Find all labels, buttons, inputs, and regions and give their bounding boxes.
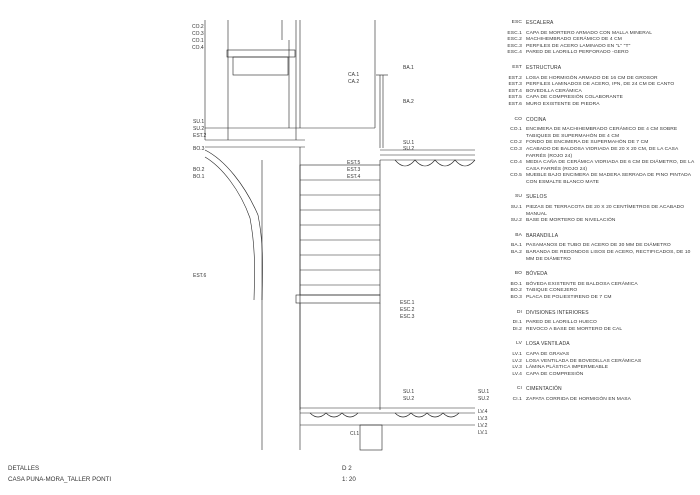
legend-section-header (505, 386, 695, 393)
legend-item-text: BARANDA DE REDONDOS LISOS DE ACERO, RECTIFICADOS, DE 10 MM DE DIÁMETRO (526, 250, 691, 262)
legend-item-code: EST.6 (508, 101, 522, 107)
legend-item (505, 397, 695, 404)
label-bo1: BO.1 (193, 174, 205, 180)
legend-item (505, 173, 695, 186)
legend-item-code: ESC.4 (507, 50, 522, 56)
legend-code: EST (512, 64, 522, 70)
legend-item-code: CO.5 (510, 173, 522, 179)
legend-item-code: LV.2 (512, 358, 522, 364)
legend-section-header (505, 20, 695, 27)
legend-section (505, 271, 695, 309)
label-esc1: ESC.1 (400, 300, 415, 306)
label-ci1: CI.1 (350, 431, 360, 437)
counter-top (227, 50, 295, 57)
legend-item (505, 327, 695, 334)
label-su1: SU.1 (403, 389, 415, 395)
legend-item-code: ESC.2 (507, 37, 522, 43)
legend-item (505, 37, 695, 44)
label-est6: EST.6 (193, 273, 207, 279)
vault-curve (205, 150, 263, 300)
label-co3: CO.3 (192, 31, 204, 37)
legend-item (505, 352, 695, 359)
footer-project: CASA PUNA-MORA_TALLER PONTI (8, 476, 112, 483)
legend-item-code: BO.2 (510, 288, 522, 294)
legend-item-text: TABIQUE CONEJERO (526, 288, 578, 294)
label-lv2: LV.2 (478, 423, 488, 429)
label-ba1: BA.1 (403, 65, 414, 71)
legend-heading: CIMENTACIÓN (526, 386, 562, 393)
legend-item-code: BA.2 (510, 250, 522, 256)
legend-item-text: PERFILES DE ACERO LAMINADO EN "L" "T" (526, 43, 631, 49)
legend-heading: LOSA VENTILADA (526, 341, 570, 348)
legend-item-code: SU.1 (510, 205, 522, 211)
label-su2: SU.2 (478, 396, 490, 402)
label-su1: SU.1 (193, 119, 205, 125)
legend-section (505, 233, 695, 271)
legend-section (505, 310, 695, 342)
legend-code: CI (516, 386, 522, 392)
legend-item (505, 250, 695, 263)
material-legend (505, 20, 695, 412)
legend-item-text: MEDIA CAÑA DE CERÁMICA VIDRIADA DE 6 CM DE DIÁMETRO, DE LA CASA FARRÉS (ROJO 24) (526, 160, 695, 172)
legend-item-code: ESC.1 (507, 30, 522, 36)
label-ba2: BA.2 (403, 99, 414, 105)
legend-item (505, 295, 695, 302)
legend-item-code: DI.1 (512, 320, 522, 326)
legend-item (505, 288, 695, 295)
label-est2: EST.2 (193, 133, 207, 139)
legend-item-text: PARED DE LADRILLO PERFORADO -GERO (526, 50, 629, 56)
legend-heading: SUELOS (526, 194, 547, 201)
legend-item-code: CO.3 (510, 146, 522, 152)
legend-item-text: ACABADO DE BALDOSA VIDRIADA DE 20 X 20 CM, DE LA CASA FARRÉS (ROJO 24) (526, 146, 679, 159)
legend-section-header (505, 271, 695, 278)
legend-item-text: PARED DE LADRILLO HUECO (526, 320, 597, 326)
legend-section-header (505, 65, 695, 72)
label-lv1: LV.1 (478, 430, 488, 436)
legend-section (505, 20, 695, 65)
legend-heading: BÓVEDA (526, 271, 548, 278)
legend-item-text: LÁMINA PLÁSTICA IMPERMEABLE (526, 365, 609, 371)
legend-item-code: DI.2 (512, 326, 522, 332)
legend-item-text: PERFILES LAMINADOS DE ACERO, IPN, DE 24 CM DE CANTO (526, 82, 675, 88)
legend-item-text: ZAPATA CORRIDA DE HORMIGÓN EN MASA (526, 396, 632, 402)
legend-item-code: EST.5 (508, 95, 522, 101)
legend-item-text: CAPA DE COMPRESIÓN (526, 371, 584, 377)
legend-item-text: PASAMANOS DE TUBO DE ACERO DE 30 MM DE DIÁMETRO (526, 243, 671, 249)
footer-title: DETALLES (8, 465, 40, 472)
legend-heading: COCINA (526, 116, 547, 123)
footing (360, 425, 382, 450)
legend-item-code: BO.1 (510, 281, 522, 287)
drawing-labels (192, 24, 489, 437)
legend-item-code: BA.1 (510, 243, 522, 249)
legend-code: BA (515, 232, 522, 238)
legend-item-code: CO.2 (510, 140, 522, 146)
label-bo3: BO.3 (193, 146, 205, 152)
label-esc2: ESC.2 (400, 307, 415, 313)
legend-item-code: EST.3 (508, 82, 522, 88)
label-su2: SU.2 (403, 396, 415, 402)
legend-item (505, 82, 695, 89)
vault-curve (205, 157, 255, 300)
ventilated-slab (310, 413, 459, 417)
legend-item (505, 95, 695, 102)
sheet-number: D 2 (342, 465, 352, 472)
legend-item-code: EST.4 (508, 88, 522, 94)
legend-item-text: LOSA VENTILADA DE BOVEDILLAS CERÁMICAS (526, 358, 642, 364)
legend-code: LV (516, 341, 522, 347)
legend-item (505, 320, 695, 327)
label-est4: EST.4 (347, 174, 361, 180)
label-bo2: BO.2 (193, 167, 205, 173)
legend-item-text: MACHIHEMBRADO CERÁMICO DE 4 CM (526, 37, 622, 43)
label-est5: EST.5 (347, 160, 361, 166)
label-lv4: LV.4 (478, 409, 488, 415)
legend-heading: ESCALERA (526, 20, 554, 26)
legend-section (505, 341, 695, 386)
label-ca2: CA.2 (348, 79, 360, 85)
legend-item-text: MURO EXISTENTE DE PIEDRA (526, 101, 600, 107)
legend-item-text: CAPA DE GRAVAS (526, 351, 570, 357)
legend-item-code: LV.3 (512, 365, 522, 371)
legend-item-text: PLACA DE POLIESTIRENO DE 7 CM (526, 295, 612, 300)
legend-item-code: EST.2 (508, 75, 522, 81)
legend-item-text: ENCIMERA DE MACHIHEMBRADO CERÁMICO DE 4 CM SOBRE TABIQUES DE SUPERMAHÓN DE 4 CM (526, 127, 678, 139)
legend-item-code: LV.4 (512, 371, 522, 377)
legend-item-code: CI.1 (512, 396, 522, 402)
legend-section-header (505, 194, 695, 201)
legend-item (505, 160, 695, 173)
legend-code: DI (516, 309, 522, 315)
label-lv3: LV.3 (478, 416, 488, 422)
legend-heading: ESTRUCTURA (526, 64, 562, 71)
legend-item-text: CAPA DE COMPRESIÓN COLABORANTE (526, 95, 623, 101)
label-ca1: CA.1 (348, 72, 360, 78)
legend-item-code: BO.3 (510, 295, 522, 300)
legend-section-header (505, 233, 695, 240)
label-co2: CO.2 (192, 24, 204, 30)
legend-item-text: BASE DE MORTERO DE NIVELACIÓN (526, 218, 616, 224)
legend-item-code: CO.1 (510, 127, 522, 133)
vault-small (395, 160, 475, 166)
legend-item-text: MUEBLE BAJO ENCIMERA DE MADERA SERRADA DE PINO PINTADA CON ESMALTE BLANCO MATE (526, 173, 691, 185)
legend-item-text: FONDO DE ENCIMERA DE SUPERMAHÓN DE 7 CM (526, 140, 649, 146)
legend-heading: BARANDILLA (526, 232, 559, 239)
legend-item-code: LV.1 (512, 351, 522, 357)
legend-item-text: PIEZAS DE TERRACOTA DE 20 X 20 CENTÍMETROS DE ACABADO MANUAL (526, 205, 685, 217)
legend-item (505, 365, 695, 372)
legend-item (505, 372, 695, 379)
label-su2: SU.2 (193, 126, 205, 132)
legend-section (505, 386, 695, 411)
legend-code: BO (514, 271, 522, 277)
legend-item-code: ESC.3 (507, 43, 522, 49)
stair-landing (296, 295, 380, 303)
legend-section-header (505, 117, 695, 124)
legend-item (505, 127, 695, 140)
legend-item (505, 140, 695, 147)
legend-item (505, 218, 695, 225)
legend-item (505, 147, 695, 160)
label-su2: SU.2 (403, 146, 415, 152)
legend-item-code: SU.2 (510, 218, 522, 224)
label-est3: EST.3 (347, 167, 361, 173)
legend-section (505, 65, 695, 117)
legend-item-text: LOSA DE HORMIGÓN ARMADO DE 16 CM DE GROSOR (526, 75, 658, 81)
drawing-scale: 1: 20 (342, 476, 356, 483)
legend-item (505, 50, 695, 57)
label-su1: SU.1 (403, 140, 415, 146)
counter-cabinet (233, 57, 288, 75)
legend-code: SU (515, 194, 522, 200)
label-co1: CO.1 (192, 38, 204, 44)
legend-code: CO (514, 116, 522, 122)
label-su1: SU.1 (478, 389, 490, 395)
label-esc3: ESC.3 (400, 314, 415, 320)
legend-item (505, 205, 695, 218)
legend-section (505, 117, 695, 195)
legend-item-text: BÓVEDA EXISTENTE DE BALDOSA CERÁMICA (526, 281, 638, 287)
legend-item-text: CAPA DE MORTERO ARMADO CON MALLA MINERAL (526, 30, 653, 36)
legend-section-header (505, 341, 695, 348)
legend-item-text: REVOCO A BASE DE MORTERO DE CAL (526, 326, 623, 332)
legend-section (505, 194, 695, 232)
legend-code: ESC (511, 20, 522, 25)
label-co4: CO.4 (192, 45, 204, 51)
legend-heading: DIVISIONES INTERIORES (526, 309, 589, 316)
legend-item (505, 102, 695, 109)
stair-block (300, 165, 380, 295)
legend-item-code: CO.4 (510, 160, 522, 166)
legend-item-text: BOVEDILLA CERÁMICA (526, 88, 582, 94)
legend-section-header (505, 310, 695, 317)
